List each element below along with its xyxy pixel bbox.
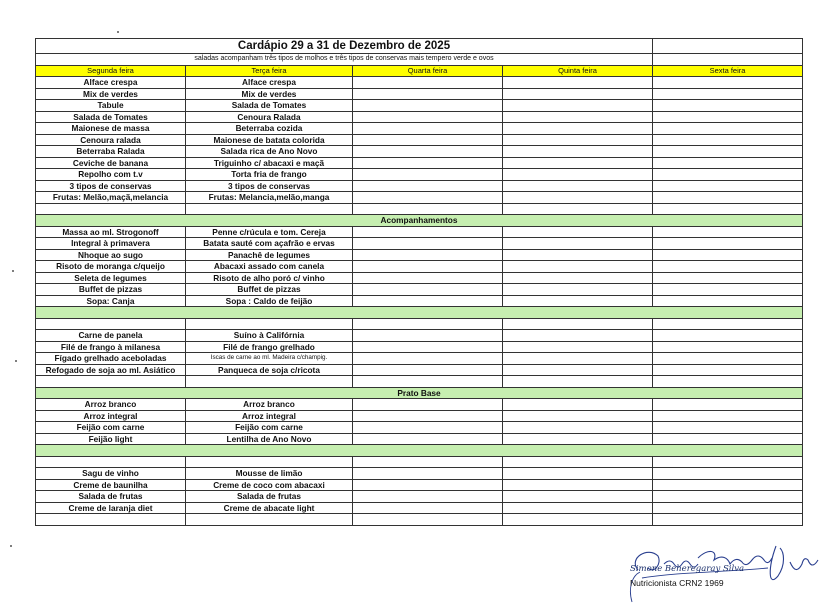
side-dish-item: Massa ao ml. Strogonoff	[36, 226, 186, 238]
salad-item: Frutas: Melão,maçã,melancia	[36, 192, 186, 204]
signature-name: Simone Beheregaray Silva	[630, 564, 745, 574]
empty-cell	[353, 180, 503, 192]
dessert-item: Salada de frutas	[36, 491, 186, 503]
empty-cell	[353, 410, 503, 422]
side-dish-row	[36, 261, 803, 273]
empty-cell	[653, 456, 803, 468]
salad-item: Salada de Tomates	[36, 111, 186, 123]
empty-cell	[653, 410, 803, 422]
divider-section-row	[36, 307, 803, 319]
empty-cell	[503, 364, 653, 376]
salad-row	[36, 123, 803, 135]
divider-section-label	[36, 307, 803, 319]
dessert-row	[36, 456, 803, 468]
scan-speck	[10, 545, 12, 547]
empty-cell	[353, 364, 503, 376]
side-dish-row	[36, 272, 803, 284]
salad-item: Torta fria de frango	[186, 169, 353, 181]
empty-cell	[653, 491, 803, 503]
menu-table	[35, 38, 803, 526]
empty-cell	[653, 376, 803, 388]
base-dish-row	[36, 410, 803, 422]
protein-item: Suíno à Califórnia	[186, 330, 353, 342]
empty-cell	[353, 272, 503, 284]
side-dish-item: Risoto de moranga c/queijo	[36, 261, 186, 273]
dessert-item: Creme de baunilha	[36, 479, 186, 491]
side-dish-item: Abacaxi assado com canela	[186, 261, 353, 273]
empty-cell	[353, 318, 503, 330]
base-dish-item: Feijão com carne	[186, 422, 353, 434]
salad-item: Maionese de batata colorida	[186, 134, 353, 146]
menu-title: Cardápio 29 a 31 de Dezembro de 2025	[36, 39, 653, 54]
signature-registration: Nutricionista CRN2 1969	[630, 578, 724, 588]
salad-item: 3 tipos de conservas	[36, 180, 186, 192]
protein-item: Filé de frango à milanesa	[36, 341, 186, 353]
base-dish-item: Arroz branco	[36, 399, 186, 411]
salad-row	[36, 180, 803, 192]
acompanhamentos-section-row	[36, 215, 803, 227]
side-dish-item: Sopa: Canja	[36, 295, 186, 307]
protein-row	[36, 318, 803, 330]
empty-cell	[653, 341, 803, 353]
empty-cell	[353, 514, 503, 526]
dessert-item	[186, 456, 353, 468]
dessert-item: Creme de coco com abacaxi	[186, 479, 353, 491]
empty-cell	[353, 330, 503, 342]
empty-cell	[353, 422, 503, 434]
salad-item: Repolho com t.v	[36, 169, 186, 181]
salad-item	[186, 203, 353, 215]
empty-cell	[353, 203, 503, 215]
empty-cell	[503, 77, 653, 89]
empty-cell	[653, 238, 803, 250]
empty-cell	[353, 284, 503, 296]
salad-row	[36, 111, 803, 123]
salad-item: Cenoura Ralada	[186, 111, 353, 123]
base-dish-item: Lentilha de Ano Novo	[186, 433, 353, 445]
empty-cell	[653, 399, 803, 411]
salad-item	[36, 203, 186, 215]
empty-cell	[503, 456, 653, 468]
empty-cell	[653, 318, 803, 330]
empty-cell	[503, 468, 653, 480]
empty-cell	[353, 238, 503, 250]
day-header-tuesday: Terça feira	[186, 65, 353, 77]
empty-cell	[653, 157, 803, 169]
protein-item	[186, 318, 353, 330]
protein-row	[36, 353, 803, 365]
salad-item: 3 tipos de conservas	[186, 180, 353, 192]
protein-item: Panqueca de soja c/ricota	[186, 364, 353, 376]
salad-item: Frutas: Melancia,melão,manga	[186, 192, 353, 204]
scan-speck	[117, 31, 119, 33]
empty-cell	[503, 169, 653, 181]
empty-cell	[503, 491, 653, 503]
empty-cell	[503, 272, 653, 284]
side-dish-item: Sopa : Caldo de feijão	[186, 295, 353, 307]
empty-cell	[353, 261, 503, 273]
dessert-row	[36, 514, 803, 526]
day-header-friday: Sexta feira	[653, 65, 803, 77]
empty-cell	[503, 433, 653, 445]
empty-cell	[353, 491, 503, 503]
empty-cell	[653, 479, 803, 491]
empty-cell	[503, 353, 653, 365]
base-dish-row	[36, 433, 803, 445]
empty-cell	[653, 77, 803, 89]
salad-row	[36, 77, 803, 89]
prato-base-section-label: Prato Base	[36, 387, 803, 399]
salad-row	[36, 157, 803, 169]
salad-item: Mix de verdes	[186, 88, 353, 100]
protein-item: Refogado de soja ao ml. Asiático	[36, 364, 186, 376]
dessert-row	[36, 479, 803, 491]
empty-cell	[503, 238, 653, 250]
protein-item: Carne de panela	[36, 330, 186, 342]
salad-row	[36, 169, 803, 181]
side-dish-row	[36, 226, 803, 238]
dessert-item: Creme de abacate light	[186, 502, 353, 514]
protein-item: Iscas de carne ao ml. Madeira c/champig.	[186, 353, 353, 365]
empty-cell	[503, 376, 653, 388]
empty-cell	[653, 502, 803, 514]
empty-cell	[353, 502, 503, 514]
title-blank-cell	[653, 39, 803, 54]
protein-row	[36, 341, 803, 353]
side-dish-item: Seleta de legumes	[36, 272, 186, 284]
scan-speck	[12, 270, 14, 272]
protein-item	[186, 376, 353, 388]
empty-cell	[503, 261, 653, 273]
empty-cell	[353, 226, 503, 238]
empty-cell	[353, 249, 503, 261]
empty-cell	[353, 169, 503, 181]
protein-row	[36, 330, 803, 342]
salad-item: Alface crespa	[186, 77, 353, 89]
empty-cell	[503, 330, 653, 342]
empty-cell	[503, 180, 653, 192]
side-dish-item: Risoto de alho poró c/ vinho	[186, 272, 353, 284]
dessert-item: Mousse de limão	[186, 468, 353, 480]
empty-cell	[503, 100, 653, 112]
protein-item	[36, 318, 186, 330]
dessert-item: Creme de laranja diet	[36, 502, 186, 514]
empty-cell	[653, 100, 803, 112]
salad-row	[36, 192, 803, 204]
dessert-item: Sagu de vinho	[36, 468, 186, 480]
empty-cell	[353, 399, 503, 411]
empty-cell	[503, 226, 653, 238]
empty-cell	[653, 364, 803, 376]
side-dish-item: Penne c/rúcula e tom. Cereja	[186, 226, 353, 238]
base-dish-item: Arroz integral	[186, 410, 353, 422]
empty-cell	[503, 422, 653, 434]
salad-item: Alface crespa	[36, 77, 186, 89]
base-dish-item: Arroz integral	[36, 410, 186, 422]
empty-cell	[353, 341, 503, 353]
empty-cell	[653, 261, 803, 273]
empty-cell	[653, 192, 803, 204]
side-dish-item: Panachê de legumes	[186, 249, 353, 261]
empty-cell	[653, 146, 803, 158]
empty-cell	[353, 146, 503, 158]
base-dish-item: Feijão light	[36, 433, 186, 445]
side-dish-item: Buffet de pizzas	[186, 284, 353, 296]
salad-item: Beterraba cozida	[186, 123, 353, 135]
menu-subtitle: saladas acompanham três tipos de molhos e três tipos de conservas mais tempero verde e ovos	[36, 54, 653, 66]
salad-item: Beterraba Ralada	[36, 146, 186, 158]
dessert-item	[36, 514, 186, 526]
empty-cell	[503, 479, 653, 491]
dessert-row	[36, 468, 803, 480]
empty-cell	[353, 77, 503, 89]
empty-cell	[653, 88, 803, 100]
empty-cell	[653, 284, 803, 296]
divider-section-row	[36, 445, 803, 457]
empty-cell	[653, 422, 803, 434]
empty-cell	[353, 479, 503, 491]
salad-item: Tabule	[36, 100, 186, 112]
salad-item: Maionese de massa	[36, 123, 186, 135]
empty-cell	[353, 100, 503, 112]
salad-row	[36, 134, 803, 146]
salad-row	[36, 146, 803, 158]
empty-cell	[653, 468, 803, 480]
empty-cell	[503, 111, 653, 123]
side-dish-row	[36, 238, 803, 250]
empty-cell	[503, 399, 653, 411]
day-header-monday: Segunda feira	[36, 65, 186, 77]
day-header-thursday: Quinta feira	[503, 65, 653, 77]
salad-item: Salada de Tomates	[186, 100, 353, 112]
protein-item	[36, 376, 186, 388]
acompanhamentos-section-label: Acompanhamentos	[36, 215, 803, 227]
divider-section-label	[36, 445, 803, 457]
empty-cell	[503, 249, 653, 261]
empty-cell	[353, 123, 503, 135]
empty-cell	[353, 456, 503, 468]
empty-cell	[353, 376, 503, 388]
protein-row	[36, 364, 803, 376]
salad-row	[36, 100, 803, 112]
dessert-item	[36, 456, 186, 468]
empty-cell	[503, 88, 653, 100]
empty-cell	[503, 502, 653, 514]
empty-cell	[653, 514, 803, 526]
empty-cell	[353, 353, 503, 365]
salad-row	[36, 203, 803, 215]
salad-item: Triguinho c/ abacaxi e maçã	[186, 157, 353, 169]
empty-cell	[653, 353, 803, 365]
empty-cell	[503, 295, 653, 307]
empty-cell	[653, 111, 803, 123]
salad-item: Cenoura ralada	[36, 134, 186, 146]
empty-cell	[503, 410, 653, 422]
side-dish-row	[36, 284, 803, 296]
empty-cell	[503, 341, 653, 353]
salad-item: Salada rica de Ano Novo	[186, 146, 353, 158]
dessert-item	[186, 514, 353, 526]
empty-cell	[653, 249, 803, 261]
scan-speck	[15, 360, 17, 362]
weekday-header-row	[36, 65, 803, 77]
empty-cell	[353, 468, 503, 480]
day-header-wednesday: Quarta feira	[353, 65, 503, 77]
dessert-row	[36, 502, 803, 514]
side-dish-row	[36, 295, 803, 307]
salad-row	[36, 88, 803, 100]
prato-base-section-row	[36, 387, 803, 399]
side-dish-item: Batata sauté com açafrão e ervas	[186, 238, 353, 250]
empty-cell	[503, 284, 653, 296]
empty-cell	[503, 134, 653, 146]
side-dish-row	[36, 249, 803, 261]
dessert-item: Salada de frutas	[186, 491, 353, 503]
side-dish-item: Nhoque ao sugo	[36, 249, 186, 261]
empty-cell	[353, 295, 503, 307]
protein-item: Filé de frango grelhado	[186, 341, 353, 353]
empty-cell	[653, 203, 803, 215]
empty-cell	[653, 433, 803, 445]
empty-cell	[653, 134, 803, 146]
empty-cell	[503, 123, 653, 135]
salad-item: Mix de verdes	[36, 88, 186, 100]
base-dish-item: Feijão com carne	[36, 422, 186, 434]
empty-cell	[353, 433, 503, 445]
base-dish-item: Arroz branco	[186, 399, 353, 411]
empty-cell	[653, 123, 803, 135]
side-dish-item: Integral à primavera	[36, 238, 186, 250]
empty-cell	[353, 134, 503, 146]
subtitle-blank-cell	[653, 54, 803, 66]
salad-item: Ceviche de banana	[36, 157, 186, 169]
empty-cell	[353, 111, 503, 123]
empty-cell	[503, 514, 653, 526]
empty-cell	[653, 226, 803, 238]
protein-item: Fígado grelhado aceboladas	[36, 353, 186, 365]
empty-cell	[653, 330, 803, 342]
empty-cell	[653, 169, 803, 181]
empty-cell	[653, 295, 803, 307]
base-dish-row	[36, 422, 803, 434]
side-dish-item: Buffet de pizzas	[36, 284, 186, 296]
empty-cell	[353, 88, 503, 100]
empty-cell	[653, 180, 803, 192]
empty-cell	[503, 203, 653, 215]
empty-cell	[503, 146, 653, 158]
empty-cell	[353, 192, 503, 204]
empty-cell	[503, 157, 653, 169]
dessert-row	[36, 491, 803, 503]
empty-cell	[503, 318, 653, 330]
empty-cell	[503, 192, 653, 204]
base-dish-row	[36, 399, 803, 411]
protein-row	[36, 376, 803, 388]
empty-cell	[653, 272, 803, 284]
empty-cell	[353, 157, 503, 169]
